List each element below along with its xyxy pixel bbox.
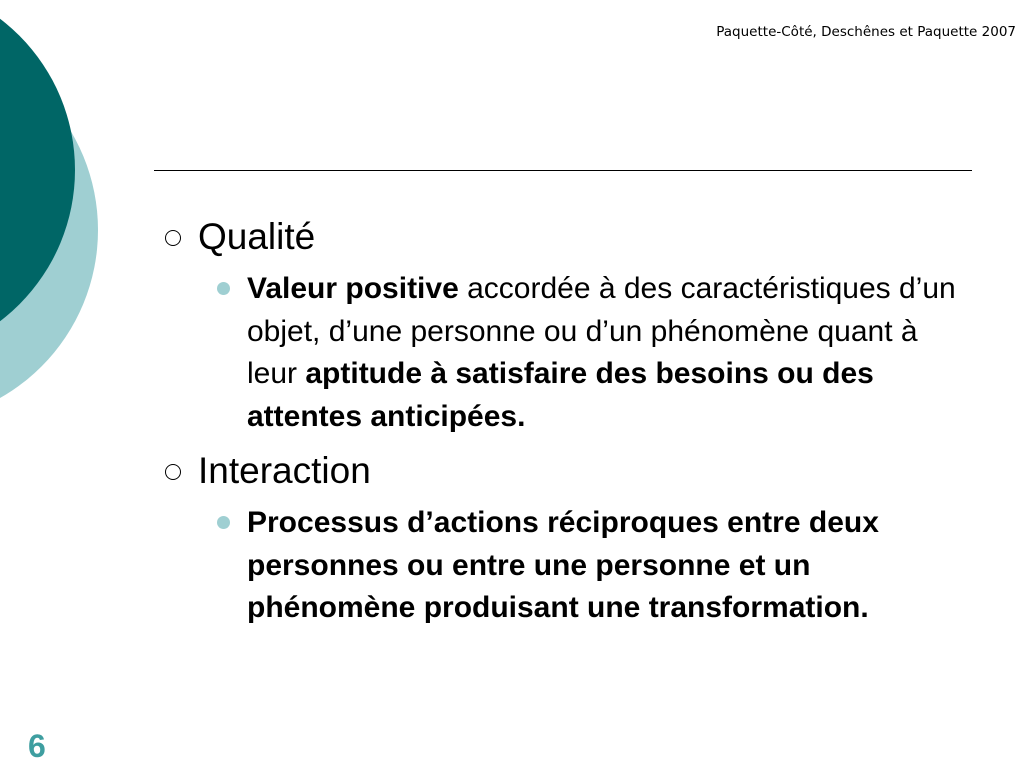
bullet-text [247,268,957,438]
bullet-text [247,502,957,630]
bold-definition: Processus d’actions réciproques entre deux personnes ou entre une personne et un phénomène produisant une transformation. [247,506,879,624]
ring-bullet-icon [165,464,181,480]
level2-bullet [217,502,975,630]
dot-bullet-icon [217,282,230,295]
slide-content [165,214,975,630]
dot-bullet-icon [217,516,230,529]
bold-phrase: aptitude à satisfaire des besoins ou des attentes anticipées. [247,357,874,433]
level2-bullet [217,268,975,438]
ring-bullet-icon [165,230,181,246]
level1-bullet [165,214,975,260]
section-title: Qualité [198,216,316,257]
level1-bullet [165,448,975,494]
title-divider [154,170,972,171]
bold-term: Valeur positive [247,272,459,305]
section-interaction [165,448,975,630]
citation: Paquette-Côté, Deschênes et Paquette 2007 [716,24,1016,40]
page-number: 6 [28,728,46,764]
section-qualite [165,214,975,438]
bullet-body: accordée à des caractéristiques d’un objet, d’une personne ou d’un phénomène quant à leur [247,272,956,390]
section-title: Interaction [198,450,371,491]
decorative-circles [0,0,110,400]
